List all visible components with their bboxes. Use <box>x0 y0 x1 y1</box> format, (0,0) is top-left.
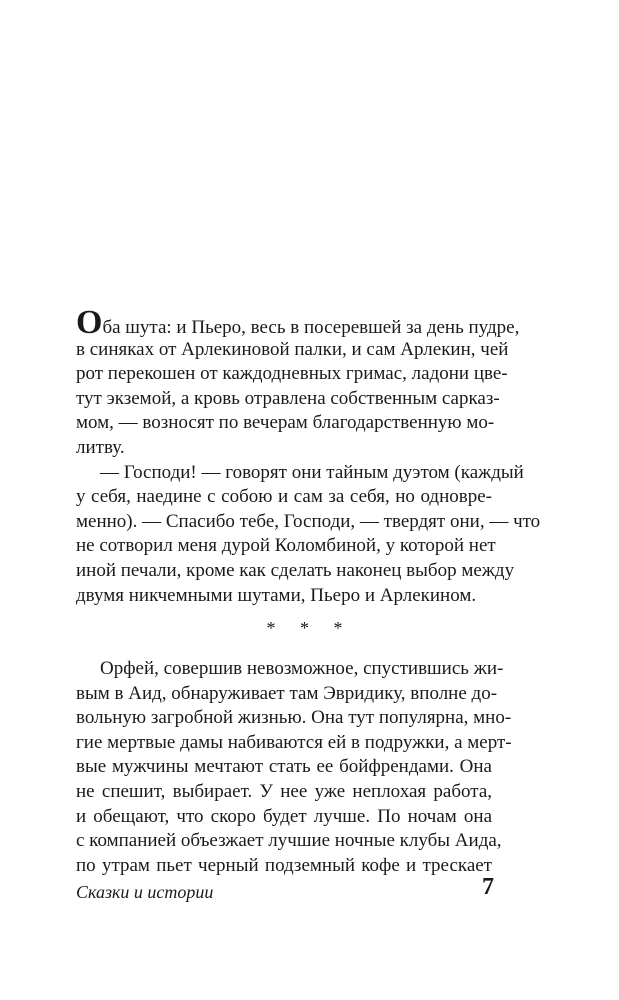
text-line: менно). — Спасибо тебе, Господи, — твердят они, — что <box>76 510 541 532</box>
section-separator: * * * <box>266 618 353 638</box>
text-line: — Господи! — говорят они тайным дуэтом (каждый <box>100 461 524 483</box>
text-line: мом, — возносят по вечерам благодарственную мо- <box>76 412 495 434</box>
text-line: литву. <box>76 436 125 458</box>
text-line: Оба шута: и Пьеро, весь в посеревшей за день пудре, <box>76 304 520 341</box>
text-line: не спешит, выбирает. У нее уже неплохая работа, <box>76 780 492 802</box>
paragraph-clowns <box>76 304 541 608</box>
text-line: с компанией объезжает лучшие ночные клубы Аида, <box>76 830 502 852</box>
running-head: Сказки и истории <box>76 882 214 902</box>
text-line: гие мертвые дамы набиваются ей в подружки, а мерт- <box>76 731 512 753</box>
text-line: вольную загробной жизнью. Она тут популярна, мно- <box>76 707 512 729</box>
text-line: рот перекошен от каждодневных гримас, ладони цве- <box>76 363 508 385</box>
text-line: не сотворил меня дурой Коломбиной, у которой нет <box>76 535 496 557</box>
text-line: вые мужчины мечтают стать ее бойфрендами. Она <box>76 756 492 778</box>
text-line: иной печали, кроме как сделать наконец выбор между <box>76 559 515 581</box>
text-line: в синяках от Арлекиновой палки, и сам Арлекин, чей <box>76 338 509 360</box>
text-line: тут экземой, а кровь отравлена собственным сарказ- <box>76 387 500 409</box>
text-line: у себя, наедине с собою и сам за себя, но одновре- <box>76 486 492 508</box>
drop-cap: О <box>76 304 103 341</box>
page-number: 7 <box>482 874 494 900</box>
text-line: и обещают, что скоро будет лучше. По ночам она <box>76 805 492 827</box>
text-line: Орфей, совершив невозможное, спустившись жи- <box>100 658 504 679</box>
text-line: по утрам пьет черный подземный кофе и трескает <box>76 854 492 876</box>
text-line: вым в Аид, обнаруживает там Эвридику, вполне до- <box>76 682 498 704</box>
paragraph-orpheus <box>76 657 512 878</box>
text-line: двумя никчемными шутами, Пьеро и Арлекином. <box>76 584 477 606</box>
